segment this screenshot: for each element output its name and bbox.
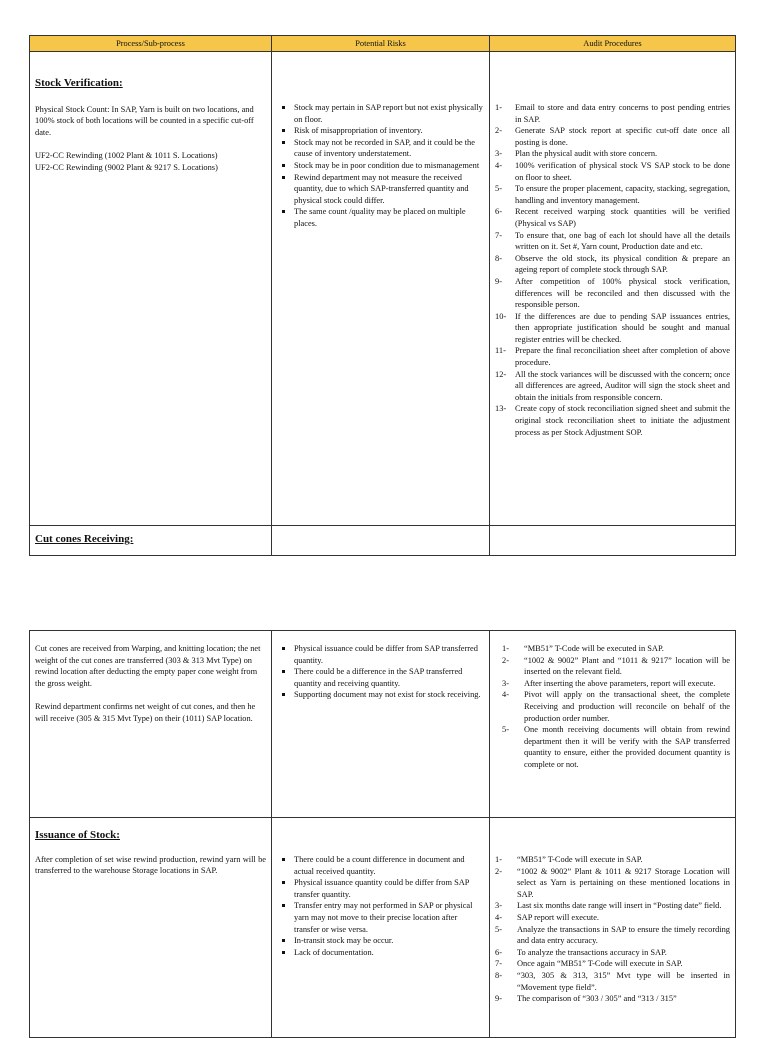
is-risk-item: Lack of documentation.	[277, 947, 484, 959]
is-procedure-item	[495, 970, 730, 993]
cut-cones-row	[30, 631, 736, 818]
location-line-1: UF2-CC Rewinding (1002 Plant & 1011 S. Locations)	[35, 151, 218, 161]
cut-cones-procedures-cell	[490, 631, 736, 818]
procedure-number: 13-	[495, 404, 507, 414]
procedure-number: 4-	[495, 160, 502, 170]
sv-procedure-item	[495, 230, 730, 253]
procedure-text: To analyze the transactions accuracy in SAP.	[517, 947, 667, 957]
procedure-text: 100% verification of physical stock VS SAP stock to be done on floor to sheet.	[515, 160, 730, 182]
cut-cones-desc-2: Rewind department confirms net weight of cut cones, and then he will receive (305 & 315 Mvt Type) on their (1011) SAP location.	[35, 702, 256, 723]
procedure-number: 5-	[502, 725, 509, 735]
sv-risk-item: Stock may pertain in SAP report but not exist physically on floor.	[277, 102, 484, 125]
sv-procedure-item	[495, 148, 730, 160]
cc-procedure-item	[502, 689, 730, 724]
procedure-text: The comparison of “303 / 305” and “313 / 315”	[517, 994, 677, 1004]
procedure-text: Generate SAP stock report at specific cut-off date once all posting is done.	[515, 126, 730, 147]
is-procedure-item	[495, 924, 730, 947]
procedure-number: 4-	[495, 912, 502, 922]
procedure-text: Pivot will apply on the transactional sheet, the complete Receiving and production will reconcile on behalf of the production order number.	[524, 690, 730, 723]
procedure-number: 3-	[495, 149, 502, 159]
is-risk-item: Physical issuance quantity could be differ from SAP transfer quantity.	[277, 877, 484, 900]
sv-procedure-item	[495, 125, 730, 148]
empty-cell	[272, 526, 490, 556]
stock-verification-process-cell	[30, 52, 272, 526]
procedure-number: 7-	[495, 230, 502, 240]
procedure-number: 2-	[502, 655, 509, 665]
location-line-2: UF2-CC Rewinding (9002 Plant & 9217 S. Locations)	[35, 162, 218, 172]
procedure-text: All the stock variances will be discussed with the concern; once all differences are agreed, Auditor will sign the stock sheet and obtain the initials from responsible concern.	[515, 369, 730, 402]
is-procedure-item	[495, 854, 730, 866]
procedure-text: One month receiving documents will obtain from rewind department then it will be verify with the SAP transferred quantity to ensure, either the provided document quantity is complete or not.	[524, 725, 730, 769]
procedure-number: 6-	[495, 207, 502, 217]
sv-procedure-item	[495, 102, 730, 125]
cut-cones-title-cell	[30, 526, 272, 556]
issuance-process-cell	[30, 818, 272, 1038]
sv-procedure-item	[495, 206, 730, 229]
procedure-text: “303, 305 & 313, 315” Mvt type will be inserted in “Movement type field”.	[517, 970, 730, 992]
cc-risk-item: Physical issuance could be differ from SAP transferred quantity.	[277, 643, 484, 666]
procedure-number: 8-	[495, 253, 502, 263]
procedure-text: Last six months date range will insert in “Posting date” field.	[517, 901, 722, 911]
procedure-text: Email to store and data entry concerns to post pending entries in SAP.	[515, 103, 730, 124]
procedure-number: 4-	[502, 690, 509, 700]
is-risk-item: In-transit stock may be occur.	[277, 935, 484, 947]
procedure-number: 11-	[495, 346, 506, 356]
procedure-text: After inserting the above parameters, report will execute.	[524, 678, 716, 688]
header-process: Process/Sub-process	[30, 36, 272, 52]
cc-procedure-item	[502, 655, 730, 678]
procedure-text: To ensure that, one bag of each lot should have all the details written on it. Set #, Yarn count, Production date and etc.	[515, 230, 730, 252]
issuance-procedures-list	[495, 854, 730, 1005]
cut-cones-risks-cell	[272, 631, 490, 818]
stock-verification-row	[30, 52, 736, 526]
procedure-number: 3-	[502, 678, 509, 688]
procedure-text: “1002 & 9002” Plant & 1011 & 9217 Storage Location will select as Yarn is pertaining on these mentioned locations in SAP.	[517, 866, 730, 899]
sv-risk-item: Stock may not be recorded in SAP, and it could be the cause of inventory understatement.	[277, 137, 484, 160]
procedure-text: Create copy of stock reconciliation signed sheet and submit the original stock reconciliation sheet to initiate the adjustment process as per Stock Adjustment SOP.	[515, 404, 730, 437]
procedure-number: 1-	[502, 644, 509, 653]
procedure-text: After competition of 100% physical stock verification, differences will be reconciled and then discussed with the responsible person.	[515, 276, 730, 310]
issuance-row	[30, 818, 736, 1038]
header-risks: Potential Risks	[272, 36, 490, 52]
procedure-number: 10-	[495, 311, 507, 321]
issuance-title: Issuance of Stock:	[35, 829, 120, 841]
procedure-text: If the differences are due to pending SAP issuances entries, then appropriate justification should be sought and manual register entries will be checked.	[515, 311, 730, 344]
procedure-number: 5-	[495, 924, 502, 934]
is-procedure-item	[495, 866, 730, 901]
procedure-number: 5-	[495, 184, 502, 194]
procedure-number: 3-	[495, 901, 502, 911]
cut-cones-desc-1: Cut cones are received from Warping, and knitting location; the net weight of the cut cones are transferred (303 & 313 Mvt Type) on rewind location after deducting the empty paper cone weight from the gross weight.	[35, 644, 261, 688]
stock-verification-risks-list	[277, 102, 484, 230]
issuance-desc: After completion of set wise rewind production, rewind yarn will be transferred to the warehouse Storage locations in SAP.	[35, 854, 266, 876]
procedure-text: Plan the physical audit with store concern.	[515, 149, 658, 159]
sv-risk-item: Rewind department may not measure the received quantity, due to which SAP-transferred quantity and physical stock could differ.	[277, 172, 484, 207]
sv-risk-item: Stock may be in poor condition due to mismanagement	[277, 160, 484, 172]
procedure-number: 1-	[495, 855, 502, 864]
stock-verification-procedures-cell	[490, 52, 736, 526]
sv-procedure-item	[495, 403, 730, 438]
cc-risk-item: Supporting document may not exist for stock receiving.	[277, 689, 484, 701]
sv-risk-item: The same count /quality may be placed on multiple places.	[277, 206, 484, 229]
procedure-number: 2-	[495, 866, 502, 876]
stock-verification-risks-cell	[272, 52, 490, 526]
is-procedure-item	[495, 993, 730, 1005]
procedure-number: 12-	[495, 369, 507, 379]
procedure-number: 2-	[495, 126, 502, 136]
procedure-text: SAP report will execute.	[517, 912, 600, 922]
cc-procedure-item	[502, 724, 730, 770]
sv-procedure-item	[495, 160, 730, 183]
stock-verification-title: Stock Verification:	[35, 77, 123, 89]
sv-procedure-item	[495, 311, 730, 346]
procedure-text: “MB51” T-Code will be executed in SAP.	[524, 644, 664, 653]
cut-cones-procedures-list	[502, 643, 730, 771]
procedure-number: 7-	[495, 959, 502, 969]
cut-cones-risks-list	[277, 643, 484, 701]
stock-verification-procedures-list	[495, 102, 730, 438]
sv-procedure-item	[495, 369, 730, 404]
cc-procedure-item	[502, 678, 730, 690]
sv-procedure-item	[495, 253, 730, 276]
procedure-number: 6-	[495, 947, 502, 957]
procedure-number: 8-	[495, 970, 502, 980]
cc-procedure-item	[502, 643, 730, 655]
empty-cell	[490, 526, 736, 556]
procedure-text: Prepare the final reconciliation sheet after completion of above procedure.	[515, 346, 730, 368]
header-procedures: Audit Procedures	[490, 36, 736, 52]
issuance-risks-list	[277, 854, 484, 958]
is-procedure-item	[495, 958, 730, 970]
procedure-text: Recent received warping stock quantities will be verified (Physical vs SAP)	[515, 207, 730, 228]
sv-procedure-item	[495, 345, 730, 368]
cc-risk-item: There could be a difference in the SAP transferred quantity and receiving quantity.	[277, 666, 484, 689]
cut-cones-title: Cut cones Receiving:	[35, 533, 134, 545]
procedure-text: Once again “MB51” T-Code will execute in SAP.	[517, 959, 683, 969]
issuance-risks-cell	[272, 818, 490, 1038]
sv-risk-item: Risk of misappropriation of inventory.	[277, 125, 484, 137]
cut-cones-process-cell	[30, 631, 272, 818]
sv-procedure-item	[495, 183, 730, 206]
cut-cones-title-row	[30, 526, 736, 556]
procedure-number: 1-	[495, 103, 502, 112]
audit-table-2	[29, 630, 736, 1038]
is-risk-item: Transfer entry may not performed in SAP or physical yarn may not move to their precise location after transfer or wise versa.	[277, 900, 484, 935]
is-procedure-item	[495, 900, 730, 912]
procedure-text: “MB51” T-Code will execute in SAP.	[517, 855, 643, 864]
is-procedure-item	[495, 947, 730, 959]
audit-table-1	[29, 35, 736, 556]
stock-verification-desc: Physical Stock Count: In SAP, Yarn is built on two locations, and 100% stock of both locations will be counted in a specific cut-off date.	[35, 104, 254, 137]
procedure-text: Observe the old stock, its physical condition & prepare an ageing report of complete stock through SAP.	[515, 253, 730, 275]
procedure-text: Analyze the transactions in SAP to ensure the timely recording and data entry accuracy.	[517, 924, 730, 946]
is-risk-item: There could be a count difference in document and actual received quantity.	[277, 854, 484, 877]
procedure-number: 9-	[495, 276, 502, 286]
procedure-number: 9-	[495, 994, 502, 1004]
header-row	[30, 36, 736, 52]
is-procedure-item	[495, 912, 730, 924]
procedure-text: To ensure the proper placement, capacity, stacking, segregation, handling and inventory management.	[515, 184, 730, 205]
issuance-procedures-cell	[490, 818, 736, 1038]
sv-procedure-item	[495, 276, 730, 311]
procedure-text: “1002 & 9002” Plant and “1011 & 9217” location will be inserted on the relevant field.	[524, 655, 730, 677]
